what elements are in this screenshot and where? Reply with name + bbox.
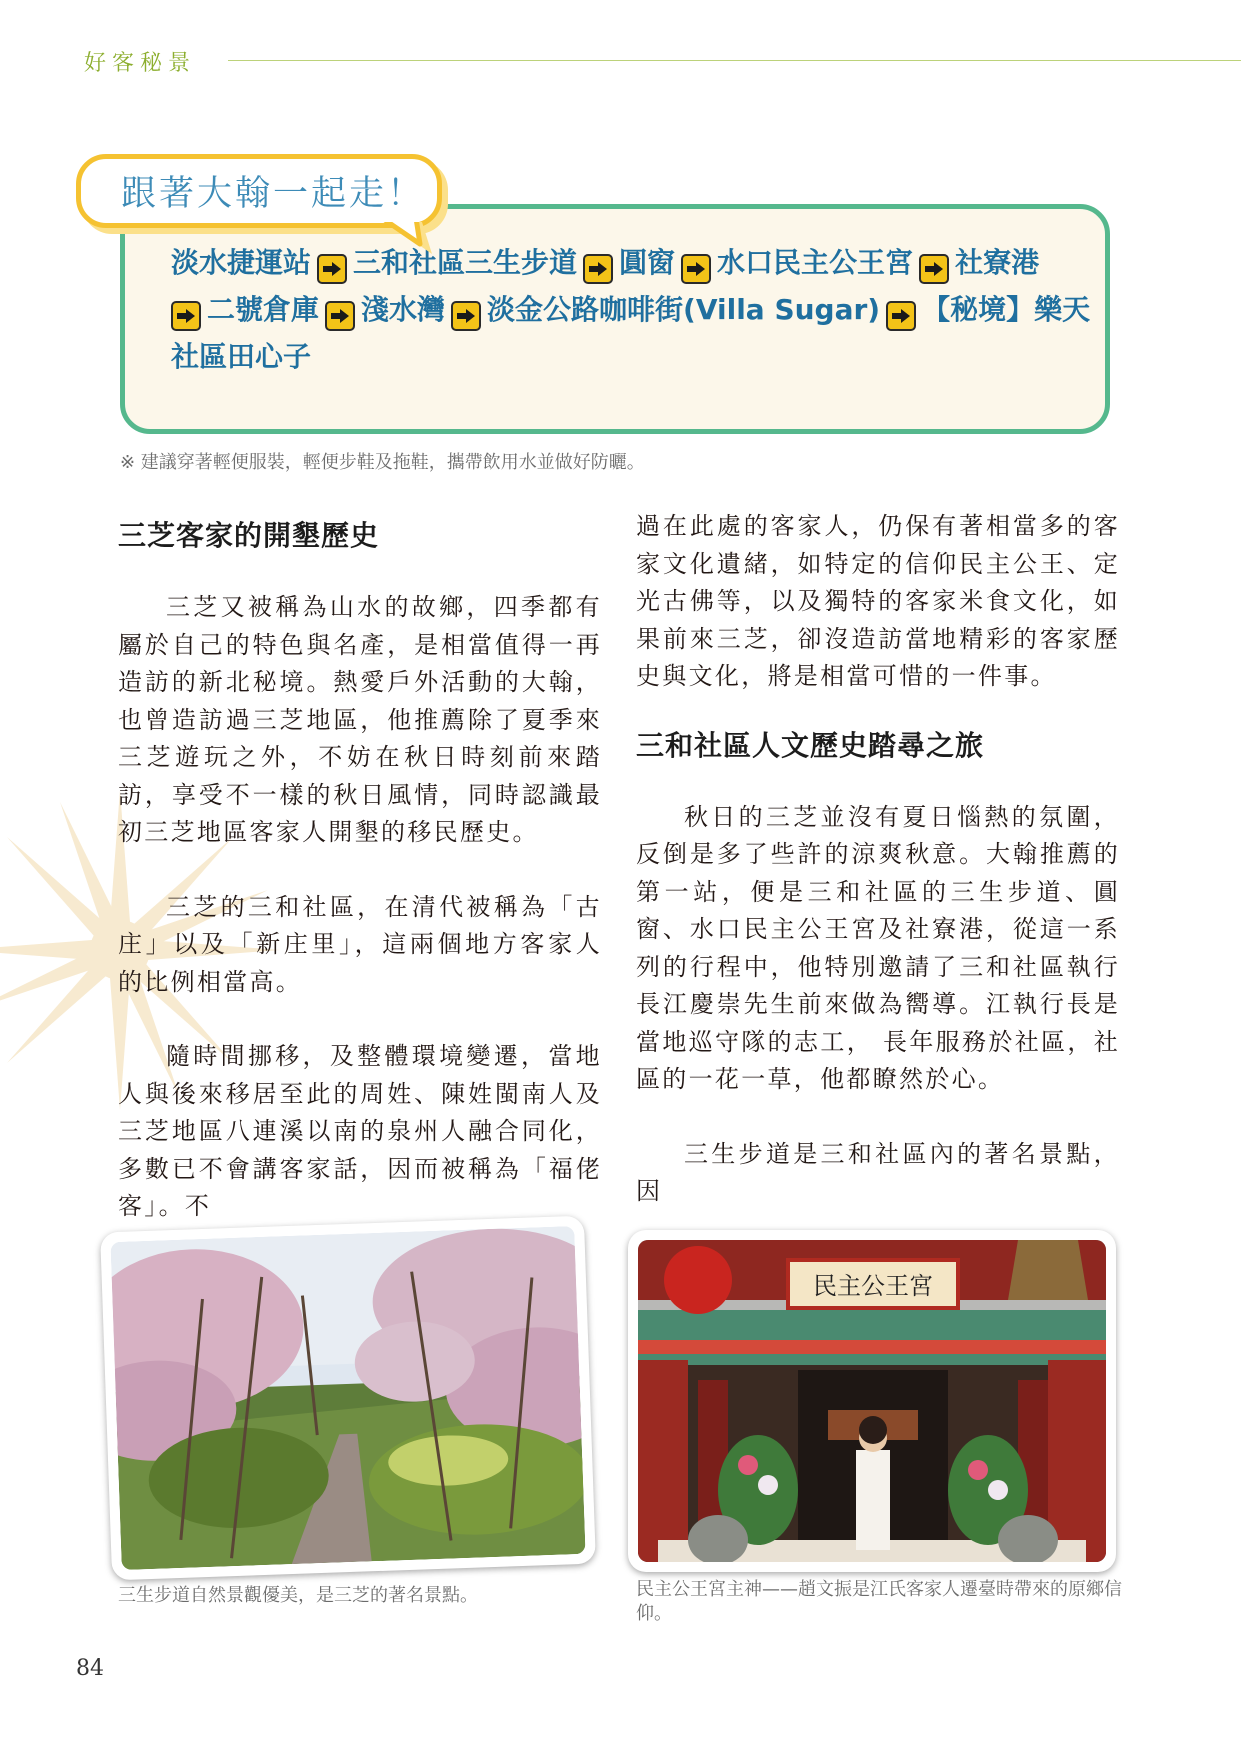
speech-tail-icon: [382, 222, 442, 262]
photo-trail-card: [100, 1216, 596, 1581]
route-stop: 圓窗: [619, 246, 676, 279]
route-title: 跟著大翰一起走！: [76, 154, 442, 228]
photo-caption-left: 三生步道自然景觀優美，是三芝的著名景點。: [118, 1585, 478, 1606]
header-rule: [228, 60, 1241, 61]
page-number: 84: [76, 1656, 104, 1681]
paragraph: 過在此處的客家人，仍保有著相當多的客家文化遺緒，如特定的信仰民主公王、定光古佛等，以及獨特的客家米食文化，如果前來三芝，卻沒造訪當地精彩的客家歷史與文化，將是相當可惜的一件事。: [636, 512, 1120, 690]
route-stop: 淡水捷運站: [171, 246, 312, 279]
arrow-right-icon: [886, 301, 916, 331]
route-stop: 社寮港: [955, 246, 1040, 279]
route-stop: 淺水灣: [361, 293, 446, 326]
photo-trail: [110, 1226, 585, 1570]
temple-plaque-text: 民主公王宮: [813, 1272, 933, 1300]
route-stop: 二號倉庫: [207, 293, 320, 326]
arrow-right-icon: [171, 301, 201, 331]
route-itinerary: [171, 239, 1091, 380]
photo-temple-card: [628, 1230, 1116, 1572]
paragraph: 三芝又被稱為山水的故鄉，四季都有屬於自己的特色與名產，是相當值得一再造訪的新北秘境。熱愛戶外活動的大翰，也曾造訪過三芝地區，他推薦除了夏季來三芝遊玩之外，不妨在秋日時刻前來踏訪，享受不一樣的秋日風情，同時認識最初三芝地區客家人開墾的移民歷史。: [118, 593, 602, 846]
route-stop: 淡金公路咖啡街(Villa Sugar): [487, 293, 881, 326]
section-header: 好客秘景: [84, 51, 197, 76]
route-stop: 水口民主公王宮: [717, 246, 914, 279]
article-column-right: [636, 512, 1120, 1211]
paragraph: 三生步道是三和社區內的著名景點，因: [636, 1139, 1120, 1205]
arrow-right-icon: [325, 301, 355, 331]
paragraph: 三芝的三和社區，在清代被稱為「古庄」以及「新庄里」，這兩個地方客家人的比例相當高。: [118, 892, 602, 996]
route-stop: 三和社區三生步道: [353, 246, 578, 279]
route-stop: 【秘境】樂天社區田心子: [171, 293, 1091, 373]
arrow-right-icon: [317, 254, 347, 284]
paragraph: 隨時間挪移，及整體環境變遷，當地人與後來移居至此的周姓、陳姓閩南人及三芝地區八連溪以南的泉州人融合同化，多數已不會講客家話，因而被稱為「福佬客」。不: [118, 1042, 602, 1220]
section-heading: 三和社區人文歷史踏尋之旅: [636, 728, 985, 762]
paragraph: 秋日的三芝並沒有夏日惱熱的氛圍，反倒是多了些許的涼爽秋意。大翰推薦的第一站，便是三和社區的三生步道、圓窗、水口民主公王宮及社寮港，從這一系列的行程中，他特別邀請了三和社區執行長江慶崇先生前來做為嚮導。江執行長是當地巡守隊的志工， 長年服務於社區，社區的一花一草，他都瞭然於心。: [636, 802, 1120, 1093]
arrow-right-icon: [583, 254, 613, 284]
arrow-right-icon: [451, 301, 481, 331]
arrow-right-icon: [919, 254, 949, 284]
arrow-right-icon: [681, 254, 711, 284]
photo-temple: [638, 1240, 1106, 1562]
route-title-bubble: [76, 154, 442, 228]
route-note: ※ 建議穿著輕便服裝，輕便步鞋及拖鞋，攜帶飲用水並做好防曬。: [120, 452, 645, 473]
article-column-left: [118, 516, 602, 1226]
route-box: [120, 204, 1110, 434]
section-heading: 三芝客家的開墾歷史: [118, 519, 380, 552]
photo-caption-right: 民主公王宮主神——趙文振是江氏客家人遷臺時帶來的原鄉信仰。: [636, 1579, 1122, 1624]
